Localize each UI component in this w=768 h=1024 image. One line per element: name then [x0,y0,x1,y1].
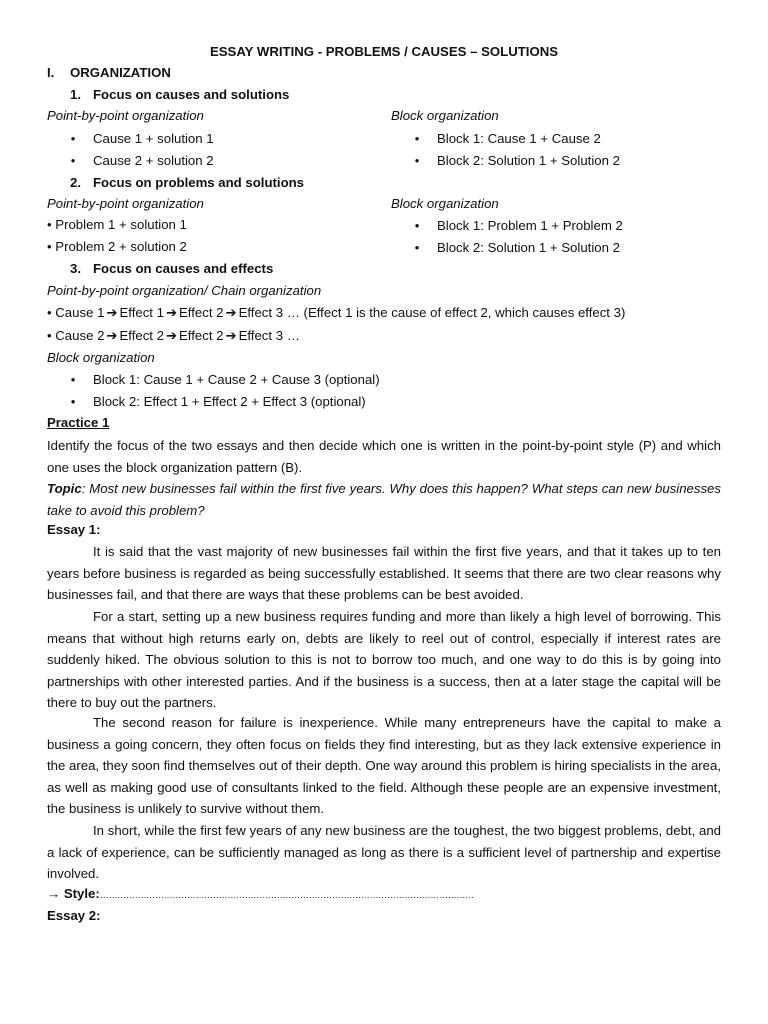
chain-line-2 [47,326,300,346]
style-answer-blank[interactable]: ………………………………………………………………………………………………………………… [99,890,474,900]
focus3-chain-heading: Point-by-point organization/ Chain organization [47,283,322,298]
focus2-left-heading: Point-by-point organization [47,196,204,211]
focus2-number: 2. [70,175,81,190]
essay1-paragraph [47,606,721,714]
practice-topic [47,478,721,521]
chain-step: Effect 2 [179,328,224,343]
chain-step: Effect 2 [179,305,224,320]
focus3-block-item: Block 1: Cause 1 + Cause 2 + Cause 3 (optional) [93,372,380,387]
essay2-heading: Essay 2: [47,908,101,923]
bullet-icon: ● [70,156,76,165]
essay1-paragraph [47,541,721,606]
focus2-right-item: Block 2: Solution 1 + Solution 2 [437,240,620,255]
essay1-paragraph [47,820,721,885]
chain-step: Effect 2 [119,328,164,343]
arrow-right-icon: ➔ [165,328,178,343]
focus1-number: 1. [70,87,81,102]
paragraph-text: For a start, setting up a new business requires funding and more than likely a high level of borrowing. This means that without high returns early on, debts are likely to reel out of control, especially if interest rates are suddenly hiked. The obvious solution to this is not to borrow too much, and one way to do this is by going into partnerships with other interested parties. And if the business is a success, then at a later stage the capital will be there to buy out the partners. [47,609,721,711]
focus1-right-item: Block 2: Solution 1 + Solution 2 [437,153,620,168]
focus1-left-item: Cause 1 + solution 1 [93,131,214,146]
focus2-left-item: • Problem 1 + solution 1 [47,217,187,232]
focus2-right-item: Block 1: Problem 1 + Problem 2 [437,218,623,233]
focus1-left-item: Cause 2 + solution 2 [93,153,214,168]
topic-label: Topic [47,481,82,496]
focus3-block-item: Block 2: Effect 1 + Effect 2 + Effect 3 (optional) [93,394,366,409]
paragraph-text: It is said that the vast majority of new businesses fail within the first five years, and that it takes up to ten years before business is regarded as being successfully established. It seems that there are two clear reasons why businesses fail, and that there are ways that these problems can be best avoided. [47,544,721,603]
document-title: ESSAY WRITING - PROBLEMS / CAUSES – SOLUTIONS [209,44,559,59]
essay1-style-line [47,884,474,905]
arrow-right-icon: ➔ [165,305,178,320]
section-number: I. [47,65,55,80]
focus3-number: 3. [70,261,81,276]
focus1-right-heading: Block organization [391,108,499,123]
focus3-block-heading: Block organization [47,350,155,365]
focus1-heading: Focus on causes and solutions [93,87,290,102]
bullet-icon: ● [414,221,420,230]
focus2-left-item: • Problem 2 + solution 2 [47,239,187,254]
focus1-left-heading: Point-by-point organization [47,108,204,123]
bullet-icon: ● [70,375,76,384]
focus2-heading: Focus on problems and solutions [93,175,305,190]
bullet-icon: ● [414,243,420,252]
bullet-icon: ● [414,156,420,165]
chain-step: Effect 1 [119,305,164,320]
arrow-right-icon: ➔ [225,328,237,343]
arrow-right-icon: ➔ [106,328,118,343]
practice-instruction: Identify the focus of the two essays and then decide which one is written in the point-by-point style (P) and which one uses the block organization pattern (B). [47,438,721,475]
arrow-right-icon: ➔ [225,305,237,320]
topic-text: : Most new businesses fail within the first five years. Why does this happen? What steps can new businesses take to avoid this problem? [47,481,721,518]
essay1-heading: Essay 1: [47,522,101,537]
bullet-icon: ● [70,134,76,143]
chain-step: Effect 3 … (Effect 1 is the cause of effect 2, which causes effect 3) [238,305,626,320]
focus2-right-heading: Block organization [391,196,499,211]
paragraph-text: The second reason for failure is inexperience. While many entrepreneurs have the capital to make a business a going concern, they often focus on fields they find interesting, but as they lack extensive experience in the area, they soon find themselves out of their depth. One way around this problem is hiring specialists in the area, as well as making good use of consultants linked to the field. Although these people are an expensive investment, the business is unlikely to survive without them. [47,715,721,817]
focus1-right-item: Block 1: Cause 1 + Cause 2 [437,131,601,146]
chain-step: • Cause 2 [47,328,105,343]
arrow-right-icon: ➔ [106,305,118,320]
chain-line-1 [47,303,625,323]
bullet-icon: ● [70,397,76,406]
chain-step: Effect 3 … [238,328,300,343]
style-label: → Style: [47,886,100,901]
focus3-heading: Focus on causes and effects [93,261,274,276]
chain-step: • Cause 1 [47,305,105,320]
section-heading: ORGANIZATION [70,65,171,80]
bullet-icon: ● [414,134,420,143]
paragraph-text: In short, while the first few years of any new business are the toughest, the two biggest problems, debt, and a lack of experience, can be sufficiently managed as long as there is a sufficient level of partnership and expertise involved. [47,823,721,882]
practice-heading: Practice 1 [47,415,110,430]
essay1-paragraph [47,712,721,820]
